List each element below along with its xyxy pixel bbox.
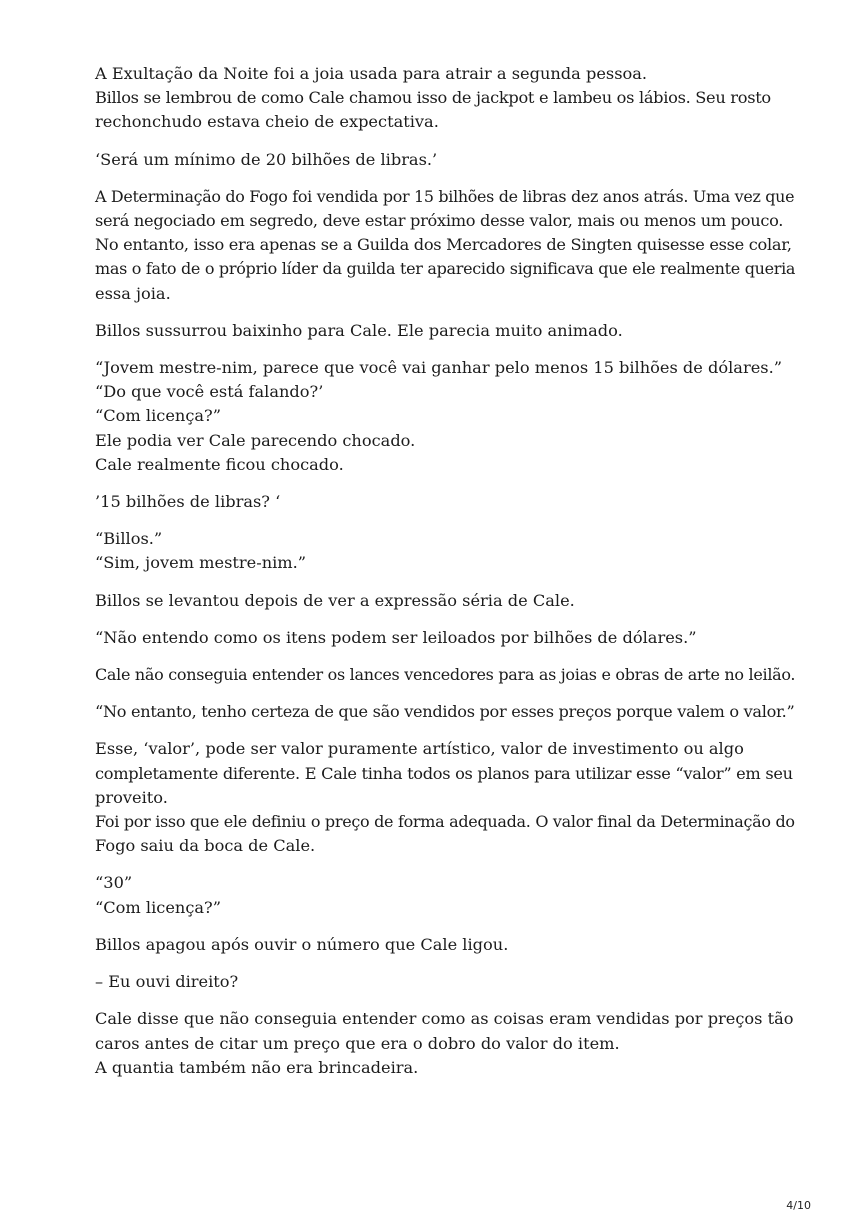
text-line: “Jovem mestre-nim, parece que você vai ganhar pelo menos 15 bilhões de dólares.” [95,358,783,378]
paragraph [95,185,795,306]
text-line: “Do que você está falando?’ [95,382,324,402]
text-line: Fogo saiu da boca de Cale. [95,836,316,856]
text-line: ‘Será um mínimo de 20 bilhões de libras.’ [95,149,438,169]
paragraph [95,700,795,724]
text-line: A Exultação da Noite foi a joia usada para atrair a segunda pessoa. [95,64,648,83]
paragraph [95,148,795,172]
text-line: mas o fato de o próprio líder da guilda ter aparecido significava que ele realmente queria [95,259,796,279]
text-line: No entanto, isso era apenas se a Guilda dos Mercadores de Singten quisesse esse colar, [95,235,792,255]
text-line: Cale disse que não conseguia entender como as coisas eram vendidas por preços tão [95,1009,794,1029]
document-body [95,62,795,1093]
paragraph [95,933,795,957]
paragraph [95,663,795,687]
text-line: será negociado em segredo, deve estar próximo desse valor, mais ou menos um pouco. [95,211,784,231]
paragraph [95,527,795,575]
text-line: Billos se lembrou de como Cale chamou isso de jackpot e lambeu os lábios. Seu rosto [95,88,771,108]
text-line: A Determinação do Fogo foi vendida por 15 bilhões de libras dez anos atrás. Uma vez que [95,186,795,206]
text-line: – Eu ouvi direito? [95,972,239,992]
text-line: Cale realmente ficou chocado. [95,454,344,474]
text-line: Cale não conseguia entender os lances vencedores para as joias e obras de arte no leilão. [95,665,796,685]
paragraph [95,1007,795,1080]
text-line: Billos apagou após ouvir o número que Cale ligou. [95,934,509,954]
text-line: Foi por isso que ele definiu o preço de forma adequada. O valor final da Determinação do [95,812,795,832]
text-line: rechonchudo estava cheio de expectativa. [95,112,439,132]
text-line: A quantia também não era brincadeira. [95,1057,419,1077]
paragraph [95,737,795,858]
paragraph [95,871,795,919]
text-line: “Com licença?” [95,406,221,426]
text-line: “Billos.” [95,529,163,549]
text-line: essa joia. [95,283,171,303]
text-line: proveito. [95,787,168,807]
text-line: Billos sussurrou baixinho para Cale. Ele parecia muito animado. [95,320,623,340]
text-line: “30” [95,873,133,893]
text-line: “Não entendo como os itens podem ser leiloados por bilhões de dólares.” [95,627,697,647]
paragraph [95,490,795,514]
text-line: “No entanto, tenho certeza de que são vendidos por esses preços porque valem o valor.” [95,702,795,722]
paragraph [95,589,795,613]
text-line: completamente diferente. E Cale tinha todos os planos para utilizar esse “valor” em seu [95,763,793,783]
paragraph [95,970,795,994]
paragraph [95,356,795,477]
text-line: ’15 bilhões de libras? ‘ [95,492,281,512]
paragraph [95,62,795,135]
text-line: “Com licença?” [95,897,221,917]
text-line: “Sim, jovem mestre-nim.” [95,553,307,573]
text-line: Esse, ‘valor’, pode ser valor puramente artístico, valor de investimento ou algo [95,739,744,759]
text-line: Ele podia ver Cale parecendo chocado. [95,430,416,450]
paragraph [95,319,795,343]
text-line: Billos se levantou depois de ver a expressão séria de Cale. [95,590,575,610]
text-line: caros antes de citar um preço que era o dobro do valor do item. [95,1033,620,1053]
paragraph [95,626,795,650]
page-number: 4/10 [786,1199,811,1212]
